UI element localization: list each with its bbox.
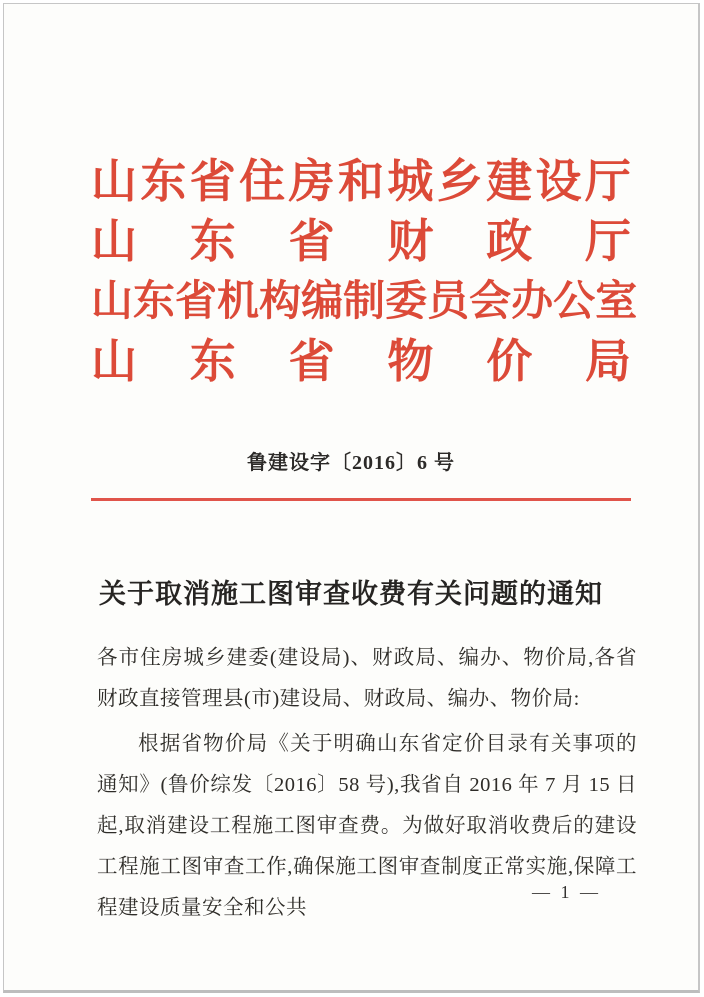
issuer-char: 厅: [584, 156, 631, 207]
issuer-char: 房: [288, 156, 335, 207]
issuer-char: 委: [385, 279, 428, 325]
issuer-char: 构: [259, 279, 302, 325]
paper-sheet: [3, 3, 700, 993]
letterhead-issuers: [91, 152, 638, 392]
notice-title: 关于取消施工图审查收费有关问题的通知: [99, 579, 603, 610]
body-paragraph-1: 根据省物价局《关于明确山东省定价目录有关事项的通知》(鲁价综发〔2016〕58 号),我省自 2016 年 7 月 15 日起,取消建设工程施工图审查费。为做好取消收费后的建设工程施工图审查工作,确保施工图审查制度正常实施,保障工程建设质量安全和公共: [97, 733, 637, 919]
document-reference-number: 鲁建设字〔2016〕6 号: [247, 452, 455, 474]
red-divider-line: [91, 498, 631, 501]
issuer-char: 东: [140, 156, 187, 207]
salutation-recipients: 各市住房城乡建委(建设局)、财政局、编办、物价局,各省财政直接管理县(市)建设局、财政局、编办、物价局:: [97, 647, 637, 710]
issuer-char: 政: [486, 216, 533, 267]
issuer-char: 和: [337, 156, 384, 207]
issuer-char: 员: [427, 279, 470, 325]
issuer-char: 城: [387, 156, 434, 207]
issuer-char: 制: [343, 279, 386, 325]
issuer-char: 省: [288, 216, 335, 267]
issuer-char: 住: [239, 156, 286, 207]
issuer-line-price-bureau: [91, 332, 631, 392]
issuer-char: 东: [133, 279, 176, 325]
issuer-char: 山: [91, 156, 137, 207]
issuer-line-housing-construction-dept: [91, 152, 631, 212]
issuer-char: 办: [511, 279, 554, 325]
issuer-char: 省: [175, 279, 218, 325]
issuer-char: 省: [189, 156, 236, 207]
issuer-char: 物: [387, 336, 434, 387]
issuer-char: 山: [91, 336, 137, 387]
issuer-char: 财: [387, 216, 434, 267]
issuer-line-staffing-commission-office: [91, 272, 638, 332]
issuer-char: 山: [91, 279, 134, 325]
issuer-char: 东: [189, 336, 236, 387]
issuer-char: 编: [301, 279, 344, 325]
issuer-char: 建: [486, 156, 533, 207]
issuer-char: 会: [469, 279, 512, 325]
issuer-char: 公: [553, 279, 596, 325]
issuer-char: 局: [584, 336, 631, 387]
issuer-char: 乡: [436, 156, 483, 207]
issuer-char: 机: [217, 279, 260, 325]
issuer-char: 厅: [584, 216, 631, 267]
issuer-line-finance-dept: [91, 212, 631, 272]
page-number: — 1 —: [532, 882, 601, 902]
issuer-char: 东: [189, 216, 236, 267]
issuer-char: 室: [595, 279, 638, 325]
issuer-char: 山: [91, 216, 137, 267]
issuer-char: 价: [486, 336, 533, 387]
issuer-char: 设: [535, 156, 582, 207]
issuer-char: 省: [288, 336, 335, 387]
